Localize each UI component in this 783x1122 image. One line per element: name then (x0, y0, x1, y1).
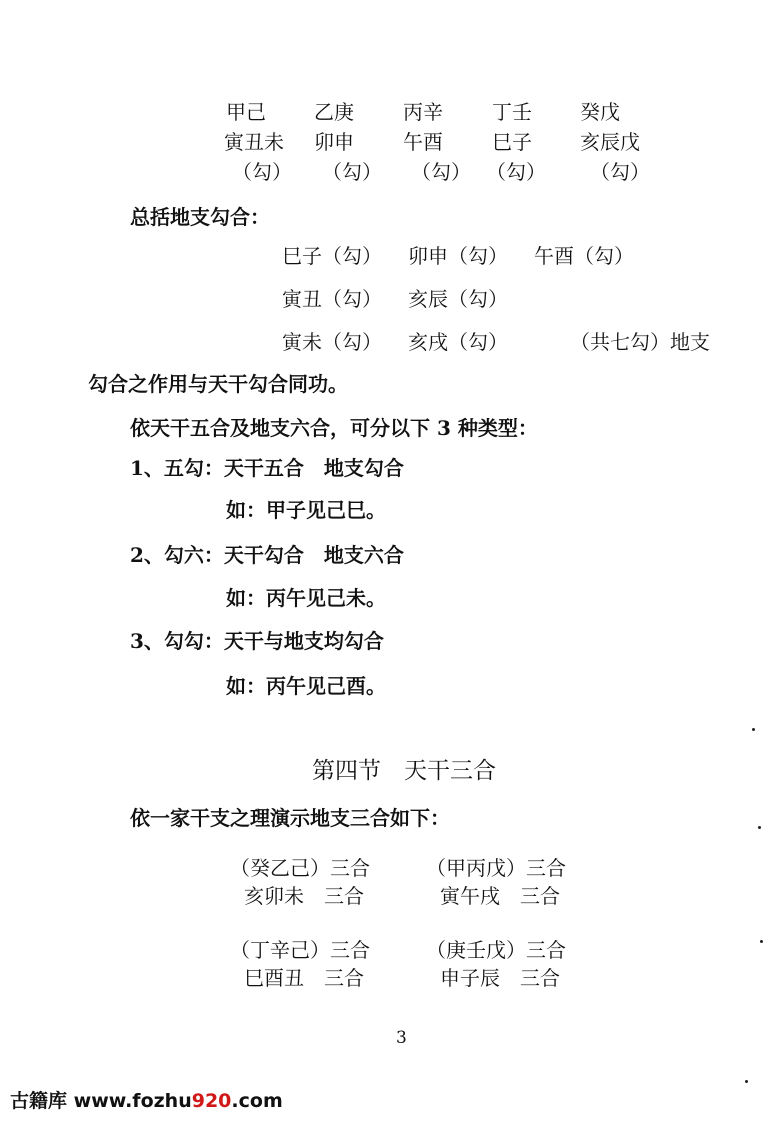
type-label: 3、勾勾：天干与地支均勾合 (130, 629, 384, 653)
type-example: 如：丙午见己酉。 (226, 674, 386, 698)
stem-cell: 丙辛 (403, 100, 443, 124)
mark-cell: （勾） (411, 160, 471, 184)
branch-cell: 寅丑未 (224, 130, 284, 154)
triad-branches: 寅午戌 三合 (440, 884, 560, 908)
section-heading: 第四节 天干三合 (312, 758, 496, 784)
triad-stems: （甲丙戊）三合 (426, 856, 566, 880)
stem-cell: 乙庚 (314, 100, 354, 124)
summary-item: 寅丑（勾） (282, 287, 382, 311)
summary-item: 寅未（勾） (282, 330, 382, 354)
types-intro: 依天干五合及地支六合，可分以下 3 种类型： (130, 416, 538, 440)
summary-item: 亥戌（勾） (408, 330, 508, 354)
section-intro: 依一家干支之理演示地支三合如下： (130, 806, 450, 830)
stem-cell: 癸戊 (580, 100, 620, 124)
summary-title: 总括地支勾合： (130, 205, 270, 229)
type-example: 如：甲子见己巳。 (226, 498, 386, 522)
triad-stems: （丁辛己）三合 (230, 938, 370, 962)
watermark-url-number: 920 (191, 1090, 232, 1112)
triad-stems: （癸乙己）三合 (230, 856, 370, 880)
page-number: 3 (396, 1028, 407, 1048)
type-example: 如：丙午见己未。 (226, 586, 386, 610)
triad-stems: （庚壬戊）三合 (426, 938, 566, 962)
mark-cell: （勾） (486, 160, 546, 184)
triad-branches: 亥卯未 三合 (244, 884, 364, 908)
mark-cell: （勾） (590, 160, 650, 184)
watermark-url-prefix: www.fozhu (73, 1090, 192, 1112)
triad-branches: 申子辰 三合 (440, 966, 560, 990)
site-watermark (10, 1086, 283, 1113)
summary-item: 亥辰（勾） (408, 287, 508, 311)
mark-cell: （勾） (322, 160, 382, 184)
branch-cell: 亥辰戊 (580, 130, 640, 154)
stem-cell: 甲己 (226, 100, 266, 124)
summary-tail: 勾合之作用与天干勾合同功。 (88, 372, 348, 396)
scan-speck (745, 1080, 748, 1083)
type-label: 1、五勾：天干五合 地支勾合 (130, 456, 404, 480)
scan-speck (752, 728, 755, 731)
branch-cell: 卯申 (314, 130, 354, 154)
mark-cell: （勾） (232, 160, 292, 184)
watermark-url-suffix: .com (231, 1090, 283, 1112)
type-label: 2、勾六：天干勾合 地支六合 (130, 543, 404, 567)
branch-cell: 午酉 (403, 130, 443, 154)
summary-item: 巳子（勾） (282, 244, 382, 268)
scan-speck (758, 826, 761, 829)
scan-speck (760, 940, 763, 943)
branch-cell: 巳子 (492, 130, 532, 154)
triad-branches: 巳酉丑 三合 (244, 966, 364, 990)
summary-item: 午酉（勾） (534, 244, 634, 268)
stem-cell: 丁壬 (492, 100, 532, 124)
watermark-site-name: 古籍库 (10, 1090, 68, 1112)
summary-item: 卯申（勾） (408, 244, 508, 268)
summary-item: （共七勾）地支 (570, 330, 710, 354)
